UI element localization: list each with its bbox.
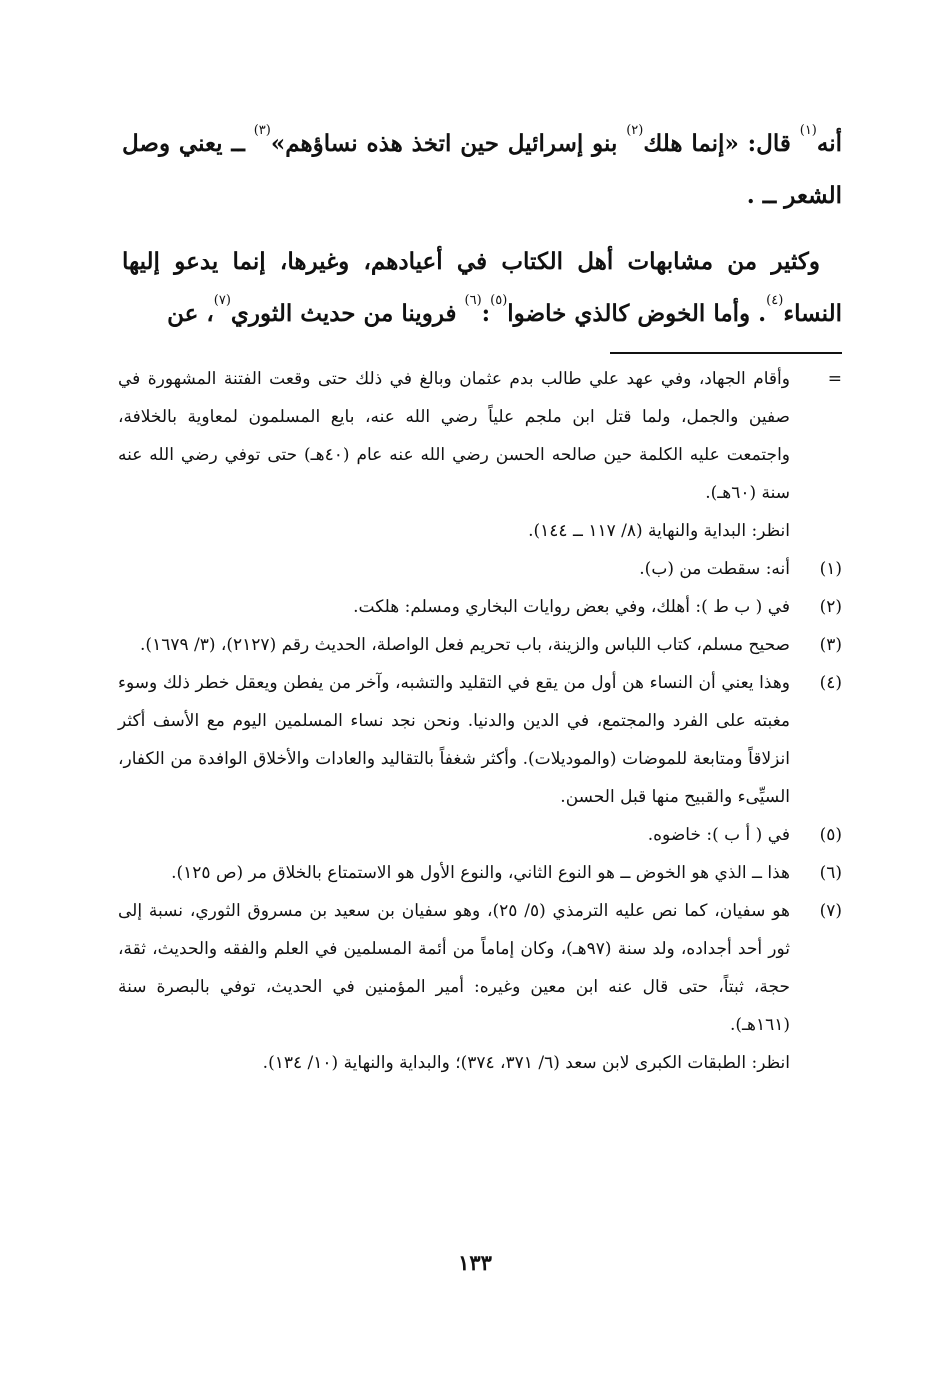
page-number: ١٣٣ [458, 1250, 492, 1275]
footnote-divider [610, 352, 842, 354]
footnote-text: وأقام الجهاد، وفي عهد علي طالب بدم عثمان وبالغ في ذلك حتى وقعت الفتنة المشهورة في صفين والجمل، ولما قتل ابن ملجم علياً رضي الله عنه، بايع المسلمون لمعاوية بالخلافة، واجتمعت عليه الكلمة حين صالحه الحسن رضي الله عنه عام (٤٠هـ) حتى توفي رضي الله عنه سنة (٦٠هـ). [118, 369, 790, 503]
footnotes-section [118, 360, 842, 1082]
footnote-text: هذا ــ الذي هو الخوض ــ هو النوع الثاني، والنوع الأول هو الاستمتاع بالخلاق مر (ص ١٢٥). [171, 863, 790, 883]
footnote-number: (٣) [819, 635, 842, 655]
paragraph-1: أنه$^{(١)}$ قال: «إنما هلك$^{(٢)}$ بنو إسرائيل حين اتخذ هذه نساؤهم»$^{(٣)}$ ــ يعني وصل الشعر ــ . [122, 123, 842, 209]
footnote-continuation [118, 360, 842, 550]
footnote-ref-4: (٤) [766, 293, 784, 309]
footnote-2 [118, 588, 842, 626]
footnote-text: أنه: سقطت من (ب). [639, 559, 790, 579]
footnote-6 [118, 854, 842, 892]
footnote-number: (١) [819, 559, 842, 579]
footnote-3 [118, 626, 842, 664]
footnote-ref-3: (٣) [253, 123, 271, 139]
main-text [122, 118, 842, 340]
footnote-ref-2: (٢) [626, 123, 644, 139]
footnote-number: (٢) [819, 597, 842, 617]
footnote-ref-1: (١) [799, 123, 817, 139]
footnote-text: هو سفيان، كما نص عليه الترمذي (٥/ ٢٥)، وهو سفيان بن سعيد بن مسروق الثوري، نسبة إلى ثور أحد أجداده، ولد سنة (٩٧هـ)، وكان إماماً من أئمة المسلمين في العلم والفقه والحديث، ثقة، حجة، ثبتاً، حتى قال عنه ابن معين وغيره: أمير المؤمنين في الحديث، توفي بالبصرة سنة (١٦١هـ). [118, 901, 790, 1035]
footnote-text: وهذا يعني أن النساء هن أول من يقع في التقليد والتشبه، وآخر من يفطن ويعقل خطر ذلك وسوء مغبته على الفرد والمجتمع، في الدين والدنيا. ونحن نجد نساء المسلمين اليوم مع الأسف أكثر انزلاقاً ومتابعة للموضات (والموديلات). وأكثر شغفاً بالتقاليد والعادات والأخلاق الوافدة من الكفار، السيِّىء والقبيح منها قبل الحسن. [118, 673, 790, 807]
footnote-number: (٦) [819, 863, 842, 883]
footnote-1 [118, 550, 842, 588]
footnote-number: (٧) [819, 901, 842, 921]
footnote-number: (٥) [819, 825, 842, 845]
footnote-text: صحيح مسلم، كتاب اللباس والزينة، باب تحريم فعل الواصلة، الحديث رقم (٢١٢٧)، (٣/ ١٦٧٩). [140, 635, 790, 655]
footnote-text: في ( أ ب ): خاضوه. [647, 825, 790, 845]
footnote-5 [118, 816, 842, 854]
footnote-reference: انظر: الطبقات الكبرى لابن سعد (٦/ ٣٧١، ٣٧٤)؛ والبداية والنهاية (١٠/ ١٣٤). [262, 1053, 790, 1073]
paragraph-2: وكثير من مشابهات أهل الكتاب في أعيادهم، وغيرها، إنما يدعو إليها النساء$^{(٤)}$. وأما الخوض كالذي خاضوا$^{(٥)}$:$^{(٦)}$ فروينا من حديث الثوري$^{(٧)}$، عن [122, 248, 842, 327]
footnote-text: في ( ب ط ): أهلك، وفي بعض روايات البخاري ومسلم: هلكت. [353, 597, 790, 617]
footnote-ref-6: (٦) [464, 293, 482, 309]
continuation-marker: = [827, 369, 842, 389]
footnote-7 [118, 892, 842, 1082]
footnote-reference: انظر: البداية والنهاية (٨/ ١١٧ ــ ١٤٤). [528, 521, 790, 541]
footnote-4 [118, 664, 842, 816]
footnote-ref-7: (٧) [213, 293, 231, 309]
footnote-ref-5: (٥) [490, 293, 508, 309]
footnote-number: (٤) [819, 673, 842, 693]
